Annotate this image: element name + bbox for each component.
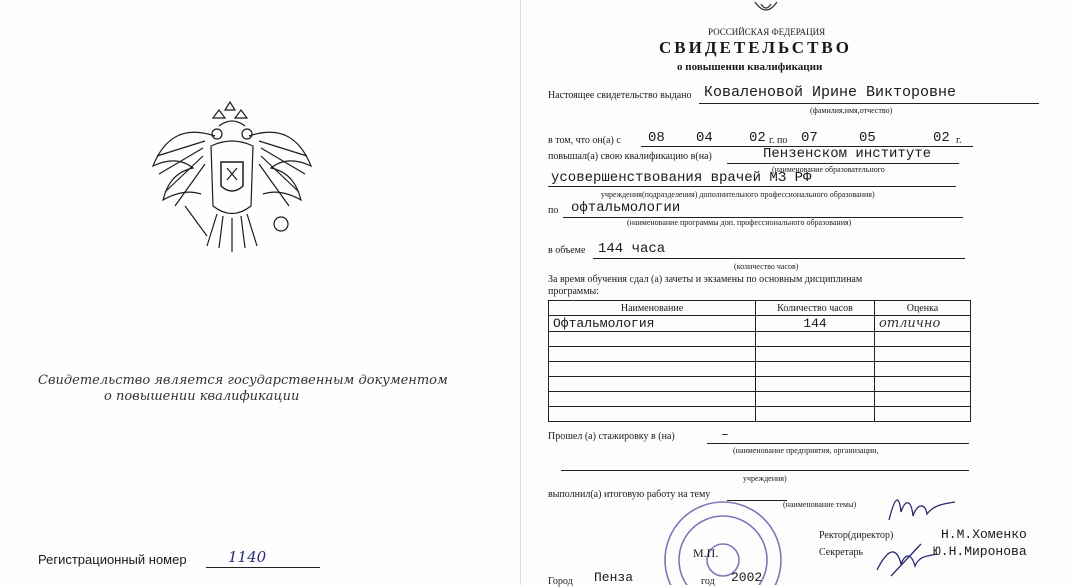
table-cell-name: Офтальмология [549,316,756,332]
table-row [549,332,971,347]
federation-header: РОССИЙСКАЯ ФЕДЕРАЦИЯ [708,27,826,37]
program-value: офтальмологии [571,200,681,216]
to-month: 05 [859,130,876,146]
left-page [0,0,521,585]
table-row [549,407,971,422]
table-header-name: Наименование [549,301,756,316]
table-cell-grade: отлично [875,316,971,332]
registration-label: Регистрационный номер [38,552,187,567]
improved-label: повышал(а) свою квалификацию в(на) [548,151,712,162]
volume-hint: (количество часов) [734,262,799,271]
table-header-grade: Оценка [875,301,971,316]
internship-label: Прошел (а) стажировку в (на) [548,431,675,442]
volume-label: в объеме [548,245,586,256]
final-work-hint: (наименование темы) [783,500,857,509]
secretary-signature [871,536,941,581]
internship-value: – [721,427,729,442]
period-label: в том, что он(а) с [548,135,621,146]
city-label: Город [548,576,573,587]
final-work-label: выполнил(а) итоговую работу на тему [548,489,711,500]
table-row [549,362,971,377]
period-to-label: г. по [769,135,788,146]
to-day: 07 [801,130,818,146]
table-row [549,347,971,362]
document-statement-line1: Свидетельство является государственным документом [38,373,448,388]
table-row [549,377,971,392]
institution-hint1: (наименование образовательного [772,165,885,174]
rector-label: Ректор(директор) [819,530,894,541]
institution-line1: Пензенском институте [763,146,932,162]
secretary-name: Ю.Н.Миронова [933,544,1027,559]
program-label: по [548,205,559,216]
secretary-label: Секретарь [819,547,864,558]
to-year: 02 [933,130,950,146]
table-row [549,392,971,407]
table-header-hours: Количество часов [756,301,875,316]
issued-name: Коваленовой Ирине Викторовне [704,84,957,101]
internship-hint2: учреждения) [743,474,787,483]
certificate-subtitle: о повышении квалификации [677,61,823,73]
volume-value: 144 часа [598,241,666,257]
internship-hint1: (наименование предприятия, организации, [733,446,879,455]
document-statement-line2: о повышении квалификации [104,389,300,404]
registration-number: 1140 [228,548,267,566]
year-value: 2002 [731,570,763,585]
institution-hint2: учреждения(подразделения) дополнительного профессионального образования) [601,190,875,199]
small-emblem-icon [751,0,781,20]
program-hint: (наименование программы доп. профессионального образования) [627,218,852,227]
official-stamp [657,488,787,585]
institution-line2: усовершенствования врачей МЗ РФ [551,170,812,186]
right-page [521,0,1075,585]
issued-label: Настоящее свидетельство выдано [548,90,692,101]
disciplines-table [548,300,971,422]
year-suffix: г. [956,135,962,146]
year-label: год [701,576,715,587]
from-year: 02 [749,130,766,146]
rector-name: Н.М.Хоменко [941,527,1027,542]
city-value: Пенза [594,570,634,585]
rector-signature [881,490,961,530]
table-row [549,316,971,332]
from-day: 08 [648,130,665,146]
from-month: 04 [696,130,713,146]
exams-line1: За время обучения сдал (а) зачеты и экзамены по основным дисциплинам [548,274,863,285]
issued-hint: (фамилия,имя,отчество) [810,106,893,115]
stamp-mp: М.П. [693,546,719,560]
table-cell-hours: 144 [756,316,875,332]
coat-of-arms-emblem [145,96,320,266]
exams-line2: программы: [548,286,600,297]
certificate-title: СВИДЕТЕЛЬСТВО [659,38,852,57]
